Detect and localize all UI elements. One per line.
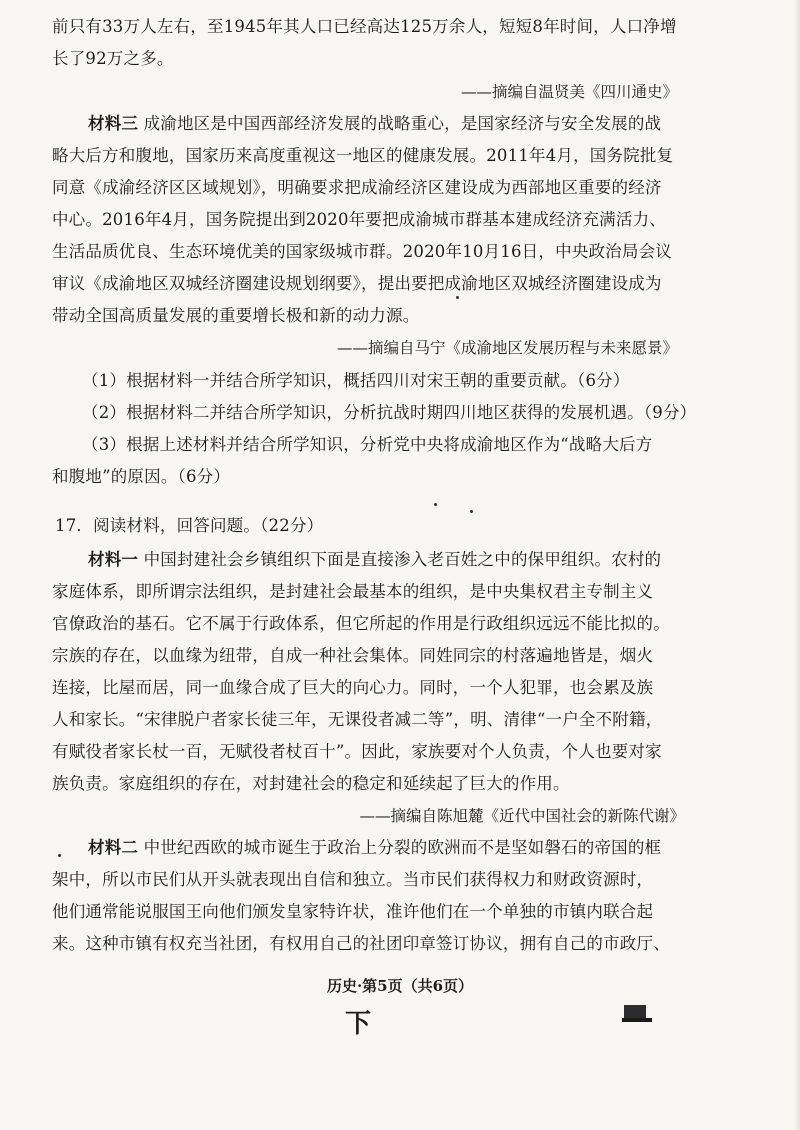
material-label: 材料一 (88, 550, 139, 569)
source-attribution: ——摘编自陈旭麓《近代中国社会的新陈代谢》 (359, 807, 685, 825)
question-3-continued: 和腹地”的原因。（6分） (52, 467, 231, 486)
text-segment: 中世纪西欧的城市诞生于政治上分裂的欧洲而不是坚如磐石的帝国的框 (143, 838, 662, 857)
text-line: 略大后方和腹地，国家历来高度重视这一地区的健康发展。2011年4月，国务院批复 (52, 146, 674, 165)
scan-artifact (622, 1018, 652, 1022)
page-edge-shadow (794, 0, 800, 1130)
text-line: 中心。2016年4月，国务院提出到2020年要把成渝城市群基本建成经济充满活力、 (52, 210, 666, 229)
material-label: 材料二 (88, 838, 139, 857)
text-segment: 成渝地区是中国西部经济发展的战略重心，是国家经济与安全发展的战 (143, 114, 662, 133)
text-line: 带动全国高质量发展的重要增长极和新的动力源。 (52, 306, 420, 325)
text-line: 前只有33万人左右，至1945年其人口已经高达125万余人，短短8年时间，人口净增 (52, 17, 677, 36)
source-attribution: ——摘编自马宁《成渝地区发展历程与未来愿景》 (336, 339, 678, 357)
page-marker: 下 (345, 1009, 372, 1039)
text-line: 有赋役者家长杖一百，无赋役者杖百十”。因此，家族要对个人负责，个人也要对家 (52, 742, 662, 761)
scan-speck (434, 503, 437, 506)
question-17-heading: 17．阅读材料，回答问题。（22分） (55, 516, 324, 535)
text-line: 宗族的存在，以血缘为纽带，自成一种社会集体。同姓同宗的村落遍地皆是，烟火 (52, 646, 654, 665)
text-line: 官僚政治的基石。它不属于行政体系，但它所起的作用是行政组织远远不能比拟的。 (52, 614, 670, 633)
question-1: （1）根据材料一并结合所学知识，概括四川对宋王朝的重要贡献。（6分） (82, 371, 630, 390)
scan-speck (470, 510, 473, 513)
text-line: 家庭体系，即所谓宗法组织，是封建社会最基本的组织，是中央集权君主专制主义 (52, 582, 654, 601)
scan-speck (456, 296, 459, 299)
page-footer: 历史·第5页（共6页） (326, 977, 474, 995)
material-one-paragraph (88, 550, 661, 570)
scan-speck (58, 854, 61, 857)
material-label: 材料三 (88, 114, 139, 133)
text-segment: 中国封建社会乡镇组织下面是直接渗入老百姓之中的保甲组织。农村的 (143, 550, 662, 569)
source-attribution: ——摘编自温贤美《四川通史》 (460, 83, 678, 101)
text-line: 架中，所以市民们从开头就表现出自信和独立。当市民们获得权力和财政资源时， (52, 870, 654, 889)
text-line: 族负责。家庭组织的存在，对封建社会的稳定和延续起了巨大的作用。 (52, 774, 570, 793)
text-line: 人和家长。“宋律脱户者家长徒三年，无课役者减二等”，明、清律“一户全不附籍， (52, 710, 663, 729)
question-2: （2）根据材料二并结合所学知识，分析抗战时期四川地区获得的发展机遇。（9分） (82, 403, 697, 422)
text-line: 同意《成渝经济区区域规划》，明确要求把成渝经济区建设成为西部地区重要的经济 (52, 178, 662, 197)
text-line: 来。这种市镇有权充当社团，有权用自己的社团印章签订协议，拥有自己的市政厅、 (52, 934, 670, 953)
text-line: 连接，比屋而居，同一血缘合成了巨大的向心力。同时，一个人犯罪，也会累及族 (52, 678, 654, 697)
material-three-paragraph (88, 114, 661, 134)
text-line: 长了92万之多。 (52, 49, 174, 68)
material-two-paragraph (88, 838, 661, 858)
text-line: 他们通常能说服国王向他们颁发皇家特许状，准许他们在一个单独的市镇内联合起 (52, 902, 654, 921)
question-3: （3）根据上述材料并结合所学知识，分析党中央将成渝地区作为“战略大后方 (82, 435, 653, 454)
text-line: 审议《成渝地区双城经济圈建设规划纲要》，提出要把成渝地区双城经济圈建设成为 (52, 274, 662, 293)
text-line: 生活品质优良、生态环境优美的国家级城市群。2020年10月16日，中央政治局会议 (52, 242, 672, 261)
